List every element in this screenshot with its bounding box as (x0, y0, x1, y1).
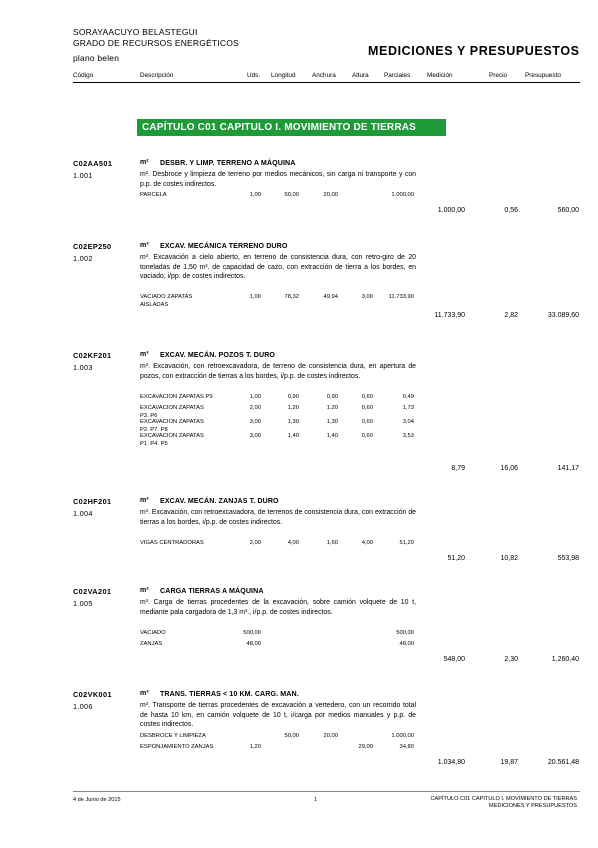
item-number: 1.001 (73, 171, 93, 180)
measurement-altura: 3,00 (361, 294, 373, 300)
col-altura: Altura (352, 72, 369, 79)
measurement-parcial: 3,53 (402, 432, 414, 439)
item-title: EXCAV. MECÁNICA TERRENO DURO (160, 242, 288, 250)
col-medicion: Medición (427, 72, 453, 79)
item-medicion: 1.000,00 (437, 207, 465, 214)
item-precio: 2,82 (504, 312, 518, 319)
measurement-parcial: 500,00 (396, 629, 414, 636)
header-rule (73, 82, 580, 83)
measurement-label: DESBROCE Y LIMPIEZA (140, 732, 206, 739)
item-description: m³. Excavación a cielo abierto, en terreno de consistencia dura, con retro-giro de 20 toneladas de 1,50 m³. de capacidad de cazo, con extracción de tierra a los bordes, en vaciado, i/pp. de costes indirectos. (140, 254, 416, 280)
measurement-anchura: 20,00 (323, 732, 338, 739)
col-uds: Uds. (247, 72, 261, 79)
item-code: C02VA201 (73, 587, 112, 596)
item-description: m³. Carga de tierras procedentes de la excavación, sobre camión volquete de 10 t, mediante pala cargadora de 1,3 m³., i/p.p. de costes indirectos. (140, 599, 416, 616)
measurement-label: ZANJAS (140, 640, 163, 647)
col-precio: Precio (489, 72, 508, 79)
measurement-label: VIGAS CENTRADORAS (140, 539, 204, 546)
measurement-label: EXCAVACION ZAPATAS P9 (140, 393, 213, 400)
item-title: DESBR. Y LIMP. TERRENO A MÁQUINA (160, 159, 296, 167)
item-medicion: 51,20 (447, 554, 465, 562)
measurement-parcial: 11.733,90 (388, 294, 414, 300)
measurement-label-cont: P1. P4. P5 (140, 440, 168, 447)
item-number: 1.005 (73, 599, 93, 608)
item-presupuesto: 20.561,48 (547, 758, 579, 766)
measurement-label-cont: P2. P7. P8 (140, 426, 168, 433)
item-number: 1.002 (73, 254, 93, 263)
measurement-label-cont: P3. P6 (140, 412, 158, 419)
measurement-longitud: 50,00 (284, 192, 299, 198)
measurement-label-cont: AISLADAS (140, 302, 169, 308)
item-presupuesto: 33.089,60 (547, 312, 579, 319)
footer-rule (73, 791, 580, 792)
item-medicion: 1.034,80 (437, 758, 465, 766)
footer-date: 4 de Junio de 2015 (73, 797, 121, 803)
measurement-longitud: 1,20 (287, 404, 299, 411)
col-codigo: Código (73, 72, 94, 79)
item-description: m³. Excavación, con retroexcavadora, de terrenos de consistencia dura, con extracción de tierras a los bordes, i/p.p. de costes indirectos. (140, 509, 416, 526)
item-number: 1.006 (73, 702, 93, 711)
item-precio: 0,56 (504, 207, 518, 214)
item-code: C02EP250 (73, 242, 112, 251)
measurement-anchura: 20,00 (323, 192, 338, 198)
item-unit: m³ (140, 242, 149, 249)
item-precio: 19,87 (500, 758, 518, 766)
item-unit: m³ (140, 587, 149, 594)
item-unit: m³ (140, 351, 149, 358)
footer-page-number: 1 (314, 797, 318, 803)
measurement-parcial: 51,20 (399, 539, 414, 546)
item-unit: m³ (140, 497, 149, 504)
item-presupuesto: 141,17 (557, 464, 579, 472)
measurement-label: EXCAVACION ZAPATAS (140, 432, 204, 439)
col-descripcion: Descripción (140, 72, 174, 79)
item-title: TRANS. TIERRAS < 10 KM. CARG. MAN. (160, 690, 299, 698)
item-medicion: 548,00 (443, 655, 465, 663)
col-parciales: Parciales (384, 72, 411, 79)
col-anchura: Anchura (312, 72, 336, 79)
measurement-parcial: 48,00 (399, 640, 414, 647)
item-unit: m² (140, 159, 149, 166)
item-description: m². Desbroce y limpieza de terreno por medios mecánicos, sin carga ni transporte y con p.p. de costes indirectos. (140, 171, 416, 188)
item-medicion: 8,79 (451, 464, 465, 472)
measurement-longitud: 1,30 (287, 418, 299, 425)
item-precio: 10,82 (500, 554, 518, 562)
measurement-anchura: 1,30 (326, 418, 338, 425)
measurement-altura: 0,60 (361, 418, 373, 425)
measurement-uds: 2,00 (249, 539, 261, 546)
measurement-label: ESPONJAMIENTO ZANJAS (140, 743, 214, 750)
measurement-altura: 0,60 (361, 404, 373, 411)
footer-doc-ref: MEDICIONES Y PRESUPUESTOS (489, 803, 577, 809)
measurement-anchura: 1,20 (326, 404, 338, 411)
measurement-uds: 48,00 (246, 640, 261, 647)
measurement-longitud: 4,00 (287, 539, 299, 546)
document-title: MEDICIONES Y PRESUPUESTOS (368, 44, 580, 58)
measurement-parcial: 1,73 (402, 404, 414, 411)
measurement-altura: 0,60 (361, 432, 373, 439)
item-medicion: 11.733,90 (434, 312, 465, 319)
measurement-parcial: 34,80 (399, 743, 414, 750)
item-unit: m³ (140, 690, 149, 697)
measurement-anchura: 1,60 (326, 539, 338, 546)
measurement-uds: 3,00 (249, 418, 261, 425)
measurement-uds: 1,20 (249, 743, 261, 750)
footer-chapter-ref: CAPÍTULO C01 CAPITULO I. MOVIMIENTO DE TIERRAS (430, 796, 577, 802)
measurement-uds: 1,00 (249, 294, 261, 300)
col-presupuesto: Presupuesto (525, 72, 561, 79)
item-presupuesto: 553,98 (557, 554, 579, 562)
item-code: C02VK001 (73, 690, 112, 699)
measurement-parcial: 1.000,00 (391, 192, 414, 198)
item-precio: 2,30 (504, 655, 518, 663)
measurement-uds: 1,00 (249, 393, 261, 400)
measurement-altura: 4,00 (361, 539, 373, 546)
measurement-parcial: 0,49 (402, 393, 414, 400)
company-name: SORAYAACUYO BELASTEGUI (73, 27, 198, 37)
measurement-anchura: 1,40 (326, 432, 338, 439)
measurement-label: EXCAVACION ZAPATAS (140, 418, 204, 425)
measurement-anchura: 0,90 (326, 393, 338, 400)
chapter-banner: CAPÍTULO C01 CAPITULO I. MOVIMIENTO DE TIERRAS (137, 119, 446, 136)
measurement-longitud: 50,00 (284, 732, 299, 739)
measurement-label: VACIADO ZAPATAS (140, 294, 193, 300)
item-precio: 16,06 (500, 464, 518, 472)
item-number: 1.003 (73, 363, 93, 372)
item-title: EXCAV. MECÁN. ZANJAS T. DURO (160, 497, 279, 505)
measurement-parcial: 3,04 (402, 418, 414, 425)
item-description: m³. Transporte de tierras procedentes de excavación a vertedero, con un recorrido total de hasta 10 km, en camión volquete de 10 t, i/carga por medios manuales y p.p. de costes indirectos. (140, 702, 416, 728)
item-code: C02KF201 (73, 351, 112, 360)
measurement-uds: 500,00 (243, 629, 261, 636)
measurement-uds: 1,00 (249, 192, 261, 198)
measurement-anchura: 49,94 (323, 294, 338, 300)
item-presupuesto: 1.260,40 (551, 655, 579, 663)
degree-name: GRADO DE RECURSOS ENERGÉTICOS (73, 38, 239, 48)
measurement-uds: 2,00 (249, 404, 261, 411)
measurement-label: VACIADO (140, 629, 166, 636)
measurement-uds: 3,00 (249, 432, 261, 439)
item-code: C02HF201 (73, 497, 112, 506)
item-title: CARGA TIERRAS A MÁQUINA (160, 587, 264, 595)
measurement-label: EXCAVACION ZAPATAS (140, 404, 204, 411)
measurement-altura: 0,60 (361, 393, 373, 400)
item-description: m³. Excavación, con retroexcavadora, de terreno de consistencia dura, en apertura de pozos, con extracción de tierras a los bordes, i/p.p. de costes indirectos. (140, 363, 416, 380)
measurement-longitud: 78,32 (284, 294, 299, 300)
item-presupuesto: 560,00 (557, 207, 579, 214)
col-longitud: Longitud (271, 72, 296, 79)
item-code: C02AA501 (73, 159, 113, 168)
item-title: EXCAV. MECÁN. POZOS T. DURO (160, 351, 276, 359)
measurement-longitud: 0,90 (287, 393, 299, 400)
measurement-label: PARCELA (140, 192, 167, 198)
item-number: 1.004 (73, 509, 93, 518)
measurement-parcial: 1.000,00 (391, 732, 414, 739)
measurement-altura: 29,00 (358, 743, 373, 750)
measurement-longitud: 1,40 (287, 432, 299, 439)
project-name: plano belen (73, 53, 120, 63)
